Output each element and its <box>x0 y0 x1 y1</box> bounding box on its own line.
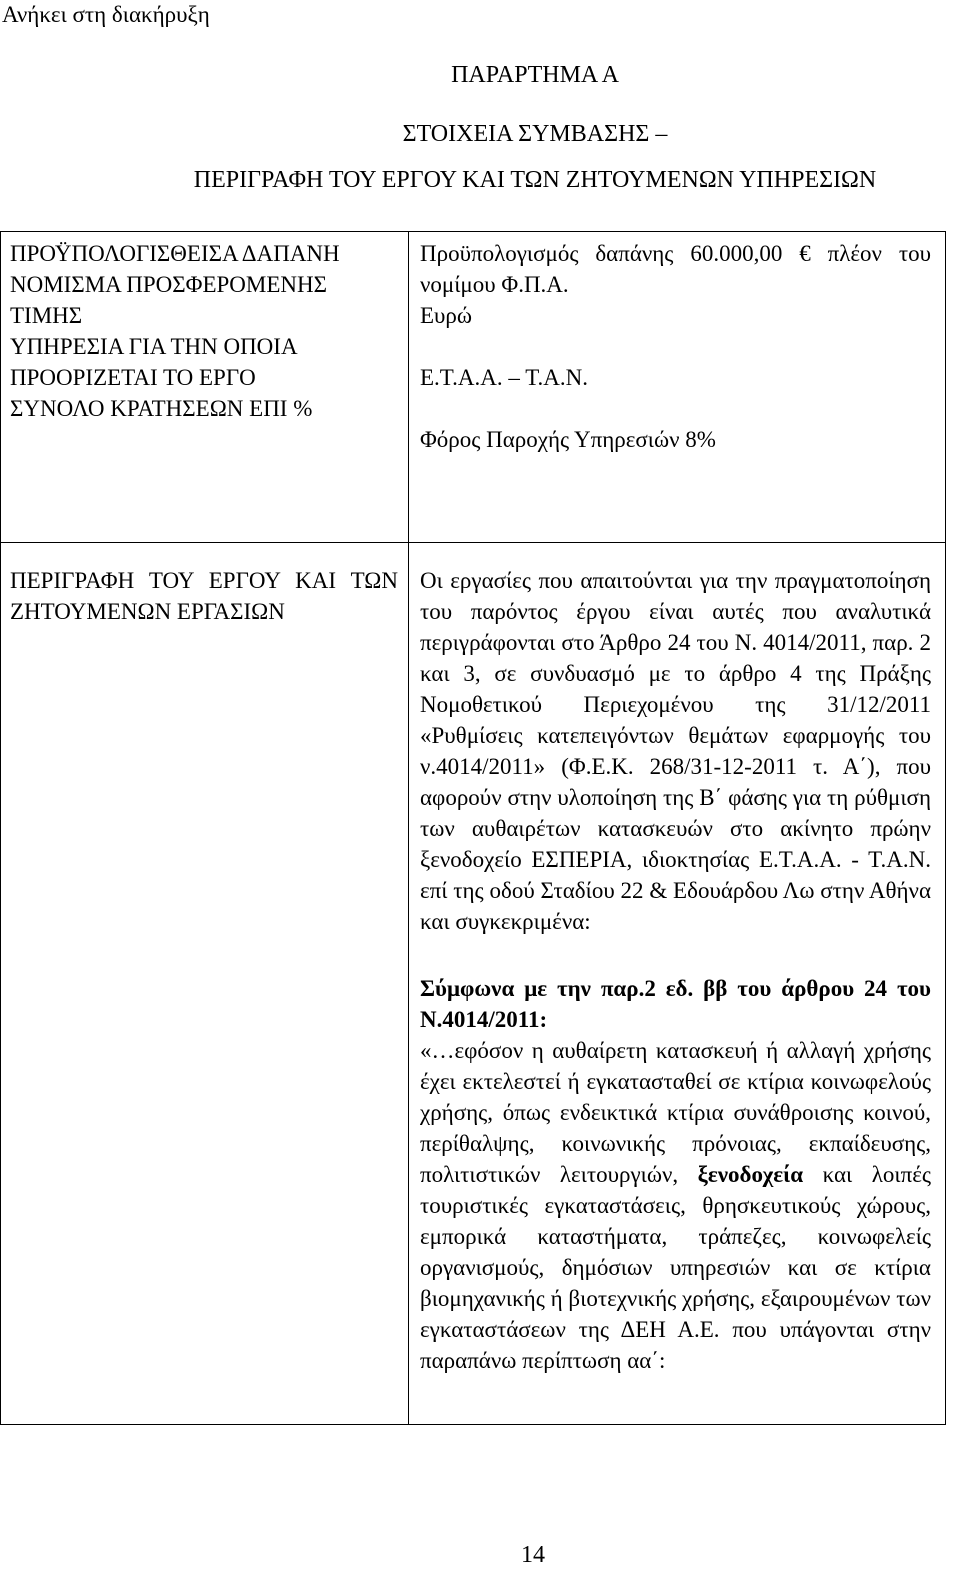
legal-quote-part: και λοιπές τουριστικές εγκαταστάσεις, θρησκευτικούς χώρους, εμπορικά καταστήματα, τράπεζες, κοινωφελείς οργανισμούς, δημόσιων υπηρεσιών και σε κτίρια βιομηχανικής ή βιοτεχνικής χρήσης, εξαιρουμένων των εγκαταστάσεων της ΔΕΗ Α.Ε. που υπάγονται στην παραπάνω περίπτωση αα΄: <box>420 1162 931 1373</box>
value-estimated-cost: Προϋπολογισμός δαπάνης 60.000,00 € πλέον του νομίμου Φ.Π.Α. <box>420 241 931 297</box>
table-row <box>1 232 946 543</box>
project-description-title: ΠΕΡΙΓΡΑΦΗ ΤΟΥ ΕΡΓΟΥ ΚΑΙ ΤΩΝ ΖΗΤΟΥΜΕΝΩΝ ΥΠΗΡΕΣΙΩΝ <box>193 167 877 193</box>
legal-quote-emphasis: ξενοδοχεία <box>697 1162 804 1187</box>
description-label: ΠΕΡΙΓΡΑΦΗ ΤΟΥ ΕΡΓΟΥ ΚΑΙ ΤΩΝ ΖΗΤΟΥΜΕΝΩΝ ΕΡΓΑΣΙΩΝ <box>1 543 409 1425</box>
label-estimated-cost: ΠΡΟΫΠΟΛΟΓΙΣΘΕΙΣΑ ΔΑΠΑΝΗ <box>10 241 340 266</box>
legal-reference-heading: Σύμφωνα με την παρ.2 εδ. ββ του άρθρου 24 του Ν.4014/2011: <box>420 976 931 1032</box>
label-currency: ΝΟΜΙΣΜΑ ΠΡΟΣΦΕΡΟΜΕΝΗΣ ΤΙΜΗΣ <box>10 272 328 328</box>
value-currency: Ευρώ <box>420 303 473 328</box>
description-paragraph: Οι εργασίες που απαιτούνται για την πραγματοποίηση του παρόντος έργου είναι αυτές που αναλυτικά περιγράφονται στο Άρθρο 24 του Ν. 4014/2011, παρ. 2 και 3, σε συνδυασμό με το άρθρο 4 της Πράξης Νομοθετικού Περιεχομένου της 31/12/2011 «Ρυθμίσεις κατεπειγόντων θεμάτων εφαρμογής του ν.4014/2011» (Φ.Ε.Κ. 268/31-12-2011 τ. Α΄), που αφορούν στην υλοποίηση της Β΄ φάσης για τη ρύθμιση των αυθαιρέτων κατασκευών στο ακίνητο πρώην ξενοδοχείο ΕΣΠΕΡΙΑ, ιδιοκτησίας Ε.Τ.Α.Α. - Τ.Α.Ν. επί της οδού Σταδίου 22 & Εδουάρδου Λω στην Αθήνα και συγκεκριμένα: <box>420 568 931 934</box>
value-service: Ε.Τ.Α.Α. – Τ.Α.Ν. <box>420 365 589 390</box>
contract-fields-values <box>409 232 946 543</box>
description-text <box>409 543 946 1425</box>
contract-details-title: ΣΤΟΙΧΕΙΑ ΣΥΜΒΑΣΗΣ – <box>402 121 668 147</box>
page-number: 14 <box>521 1542 545 1568</box>
table-row <box>1 543 946 1425</box>
contract-details-table <box>0 231 946 1425</box>
legal-quote <box>420 1035 931 1376</box>
contract-fields-labels <box>1 232 409 543</box>
label-service: ΥΠΗΡΕΣΙΑ ΓΙΑ ΤΗΝ ΟΠΟΙΑ ΠΡΟΟΡΙΖΕΤΑΙ ΤΟ ΕΡΓΟ <box>10 334 297 390</box>
value-deductions: Φόρος Παροχής Υπηρεσιών 8% <box>420 427 716 452</box>
legal-quote-part: «…εφόσον η αυθαίρετη κατασκευή ή αλλαγή χρήσης έχει εκτελεστεί ή εγκατασταθεί σε κτίρια κοινωφελούς χρήσης, όπως ενδεικτικά κτίρια συνάθροισης κοινού, περίθαλψης, κοινωνικής πρόνοιας, εκπαίδευσης, πολιτιστικών λειτουργιών, <box>420 1038 931 1187</box>
label-deductions: ΣΥΝΟΛΟ ΚΡΑΤΗΣΕΩΝ ΕΠΙ % <box>10 396 313 421</box>
annex-title: ΠΑΡΑΡΤΗΜΑ Α <box>451 62 619 88</box>
document-header-note: Ανήκει στη διακήρυξη <box>2 2 210 27</box>
